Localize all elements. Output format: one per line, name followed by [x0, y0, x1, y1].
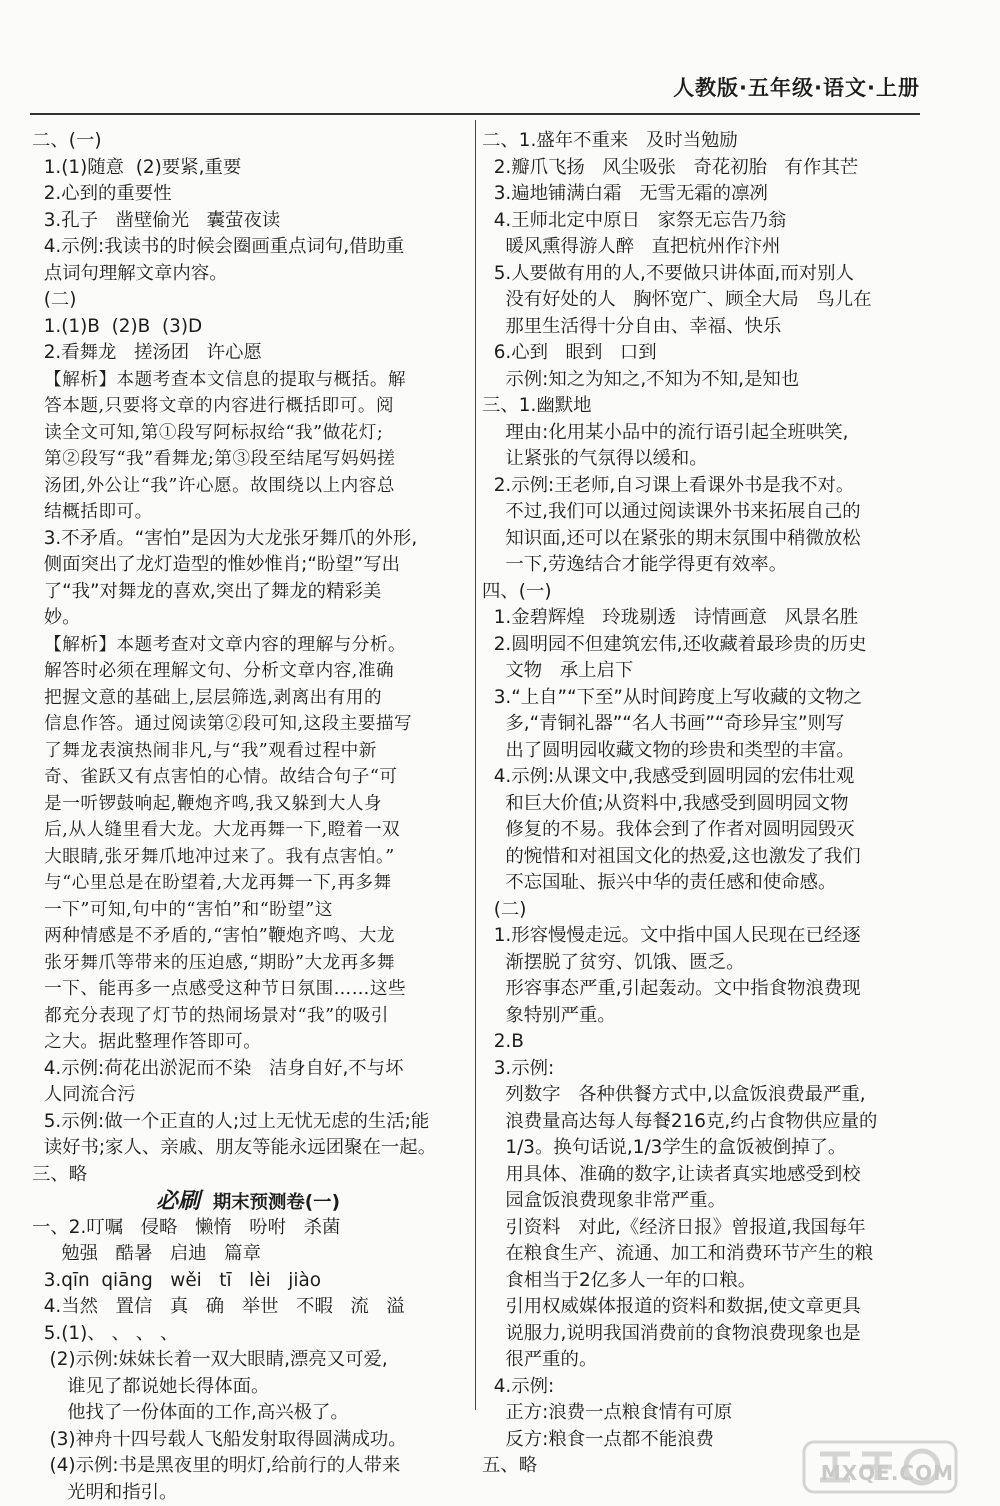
answer-line: 五、略: [482, 1453, 920, 1480]
answer-line: 光明和指引。: [32, 1480, 464, 1506]
answer-line: 引资料 对此,《经济日报》曾报道,我国每年: [482, 1215, 920, 1242]
answer-line: 3.“上自”“下至”从时间跨度上写收藏的文物之: [482, 685, 920, 712]
answer-line: 修复的不易。我体会到了作者对圆明园毁灭: [482, 817, 920, 844]
answer-line: 汤团,外公让“我”许心愿。故围绕以上内容总: [32, 473, 464, 500]
answer-line: 2.心到的重要性: [32, 181, 464, 208]
answer-line: 没有好处的人 胸怀宽广、顾全大局 鸟儿在: [482, 287, 920, 314]
answer-line: 的惋惜和对祖国文化的热爱,这也激发了我们: [482, 844, 920, 871]
watermark-domain: MXQE.COM: [821, 1461, 954, 1485]
answer-line: 4.示例:我读书的时候会圈画重点词句,借助重: [32, 234, 464, 261]
answer-line: 让紧张的气氛得以缓和。: [482, 446, 920, 473]
answer-line: 他找了一份体面的工作,高兴极了。: [32, 1400, 464, 1427]
answer-line: 第②段写“我”看舞龙;第③段至结尾写妈妈搓: [32, 446, 464, 473]
answer-column-left: [32, 128, 464, 1506]
answer-line: (2)示例:妹妹长着一双大眼睛,漂亮又可爱,: [32, 1347, 464, 1374]
answer-line: 后,从人缝里看大龙。大龙再舞一下,瞪着一双: [32, 817, 464, 844]
answer-line: 答本题,只要将文章的内容进行概括即可。阅: [32, 393, 464, 420]
section-title: 期末预测卷(一): [213, 1192, 340, 1213]
answer-line: 知识面,还可以在紧张的期末氛围中稍微放松: [482, 526, 920, 553]
answer-line: 用具体、准确的数字,让读者真实地感受到校: [482, 1162, 920, 1189]
answer-line: 在粮食生产、流通、加工和消费环节产生的粮: [482, 1241, 920, 1268]
answer-line: 示例:知之为知之,不知为不知,是知也: [482, 367, 920, 394]
answer-line: 奇、雀跃又有点害怕的心情。故结合句子“可: [32, 764, 464, 791]
answer-line: 2.示例:王老师,自习课上看课外书是我不对。: [482, 473, 920, 500]
answer-line: 那里生活得十分自由、幸福、快乐: [482, 314, 920, 341]
answer-line: 与“心里总是在盼望着,大龙再舞一下,再多舞: [32, 870, 464, 897]
answer-line: 解答时必须在理解文句、分析文章内容,准确: [32, 658, 464, 685]
answer-line: 了“我”对舞龙的喜欢,突出了舞龙的精彩美: [32, 579, 464, 606]
answer-line: 张牙舞爪等带来的压迫感,“期盼”大龙再多舞: [32, 950, 464, 977]
answer-line: 都充分表现了灯节的热闹场景对“我”的吸引: [32, 1003, 464, 1030]
answer-line: 二、1.盛年不重来 及时当勉励: [482, 128, 920, 155]
answer-line: (4)示例:书是黑夜里的明灯,给前行的人带来: [32, 1453, 464, 1480]
answer-line: 渐摆脱了贫穷、饥饿、匮乏。: [482, 950, 920, 977]
answer-line: 食相当于2亿多人一年的口粮。: [482, 1268, 920, 1295]
answer-line: 4.王师北定中原日 家祭无忘告乃翁: [482, 208, 920, 235]
answer-line: 2.圆明园不但建筑宏伟,还收藏着最珍贵的历史: [482, 632, 920, 659]
answer-line: 【解析】本题考查本文信息的提取与概括。解: [32, 367, 464, 394]
answer-line: 列数字 各种供餐方式中,以盒饭浪费最严重,: [482, 1082, 920, 1109]
answer-line: 1.金碧辉煌 玲珑剔透 诗情画意 风景名胜: [482, 605, 920, 632]
answer-line: 浪费量高达每人每餐216克,约占食物供应量的: [482, 1109, 920, 1136]
answer-line: 谁见了都说她长得体面。: [32, 1374, 464, 1401]
answer-line: 园盒饭浪费现象非常严重。: [482, 1188, 920, 1215]
answer-line: 多,“青铜礼器”“名人书画”“奇珍异宝”则写: [482, 711, 920, 738]
header-rule: [30, 113, 920, 115]
answer-line: 了舞龙表演热闹非凡,与“我”观看过程中新: [32, 738, 464, 765]
book-title: 人教版·五年级·语文·上册: [673, 72, 920, 102]
answer-line: 三、略: [32, 1162, 464, 1189]
answer-line: 象特别严重。: [482, 1003, 920, 1030]
answer-line: 3.遍地铺满白霜 无雪无霜的凛冽: [482, 181, 920, 208]
answer-line: 1.形容慢慢走远。文中指中国人民现在已经逐: [482, 923, 920, 950]
answer-line: 3.示例:: [482, 1056, 920, 1083]
answer-line: 很严重的。: [482, 1347, 920, 1374]
answer-line: 暖风熏得游人醉 直把杭州作汴州: [482, 234, 920, 261]
answer-line: 二、(一): [32, 128, 464, 155]
answer-line: 出了圆明园收藏文物的珍贵和类型的丰富。: [482, 738, 920, 765]
answer-line: (二): [482, 897, 920, 924]
answer-line: 侧面突出了龙灯造型的惟妙惟肖;“盼望”写出: [32, 552, 464, 579]
answer-line: 2.看舞龙 搓汤团 许心愿: [32, 340, 464, 367]
answer-line: 形容事态严重,引起轰动。文中指食物浪费现: [482, 976, 920, 1003]
brand-mark: 必刷: [156, 1188, 200, 1214]
answer-line: 读全文可知,第①段写阿标叔给“我”做花灯;: [32, 420, 464, 447]
answer-line: 6.心到 眼到 口到: [482, 340, 920, 367]
answer-column-right: [482, 128, 920, 1480]
answer-line: 理由:化用某小品中的流行语引起全班哄笑,: [482, 420, 920, 447]
answer-line: 2.B: [482, 1029, 920, 1056]
answer-line: 4.示例:荷花出淤泥而不染 洁身自好,不与坏: [32, 1056, 464, 1083]
answer-line: 一下”可知,句中的“害怕”和“盼望”这: [32, 897, 464, 924]
answer-line: 1/3。换句话说,1/3学生的盒饭被倒掉了。: [482, 1135, 920, 1162]
answer-line: 反方:粮食一点都不能浪费: [482, 1427, 920, 1454]
answer-line: 点词句理解文章内容。: [32, 261, 464, 288]
answer-line: 妙。: [32, 605, 464, 632]
answer-line: 1.(1)随意 (2)要紧,重要: [32, 155, 464, 182]
answer-line: 读好书;家人、亲戚、朋友等能永远团聚在一起。: [32, 1135, 464, 1162]
answer-line: 引用权威媒体报道的资料和数据,使文章更具: [482, 1294, 920, 1321]
answer-line: 正方:浪费一点粮食情有可原: [482, 1400, 920, 1427]
answer-line: 是一听锣鼓响起,鞭炮齐鸣,我又躲到大人身: [32, 791, 464, 818]
answer-line: 一下、能再多一点感受这种节日氛围……这些: [32, 976, 464, 1003]
answer-line: 之大。据此整理作答即可。: [32, 1029, 464, 1056]
answer-line: 四、(一): [482, 579, 920, 606]
answer-line: 大眼睛,张牙舞爪地冲过来了。我有点害怕。”: [32, 844, 464, 871]
answer-line: 三、1.幽默地: [482, 393, 920, 420]
answer-line: 结概括即可。: [32, 499, 464, 526]
column-divider: [475, 120, 476, 1410]
answer-line: 1.(1)B (2)B (3)D: [32, 314, 464, 341]
answer-line: 一、2.叮嘱 侵略 懒惰 吩咐 杀菌: [32, 1215, 464, 1242]
page-header: [0, 0, 1000, 120]
answer-line: 5.示例:做一个正直的人;过上无忧无虑的生活;能: [32, 1109, 464, 1136]
answer-line: 人同流合污: [32, 1082, 464, 1109]
answer-line: 文物 承上启下: [482, 658, 920, 685]
answer-line: 说服力,说明我国消费前的食物浪费现象也是: [482, 1321, 920, 1348]
answer-line: 4.示例:: [482, 1374, 920, 1401]
answer-line: (二): [32, 287, 464, 314]
answer-line: 和巨大价值;从资料中,我感受到圆明园文物: [482, 791, 920, 818]
answer-line: 2.瓣爪飞扬 风尘吸张 奇花初胎 有作其芒: [482, 155, 920, 182]
answer-line: 3.不矛盾。“害怕”是因为大龙张牙舞爪的外形,: [32, 526, 464, 553]
answer-line: 5.人要做有用的人,不要做只讲体面,而对别人: [482, 261, 920, 288]
answer-line: 3.孔子 凿壁偷光 囊萤夜读: [32, 208, 464, 235]
answer-line: 不过,我们可以通过阅读课外书来拓展自己的: [482, 499, 920, 526]
answer-line: 【解析】本题考查对文章内容的理解与分析。: [32, 632, 464, 659]
answer-line: 两种情感是不矛盾的,“害怕”鞭炮齐鸣、大龙: [32, 923, 464, 950]
answer-line: 5.(1)、 、 、 、: [32, 1321, 464, 1348]
answer-line: 一下,劳逸结合才能学得更有效率。: [482, 552, 920, 579]
section-heading: [32, 1188, 464, 1215]
answer-line: 勉强 酷暑 启迪 篇章: [32, 1241, 464, 1268]
answer-line: 4.当然 置信 真 确 举世 不暇 流 溢: [32, 1294, 464, 1321]
answer-line: 把握文意的基础上,层层筛选,剥离出有用的: [32, 685, 464, 712]
answer-line: 信息作答。通过阅读第②段可知,这段主要描写: [32, 711, 464, 738]
answer-line: 3.qīn qiāng wěi tī lèi jiào: [32, 1268, 464, 1295]
answer-line: 不忘国耻、振兴中华的责任感和使命感。: [482, 870, 920, 897]
answer-line: (3)神舟十四号载人飞船发射取得圆满成功。: [32, 1427, 464, 1454]
answer-line: 4.示例:从课文中,我感受到圆明园的宏伟壮观: [482, 764, 920, 791]
